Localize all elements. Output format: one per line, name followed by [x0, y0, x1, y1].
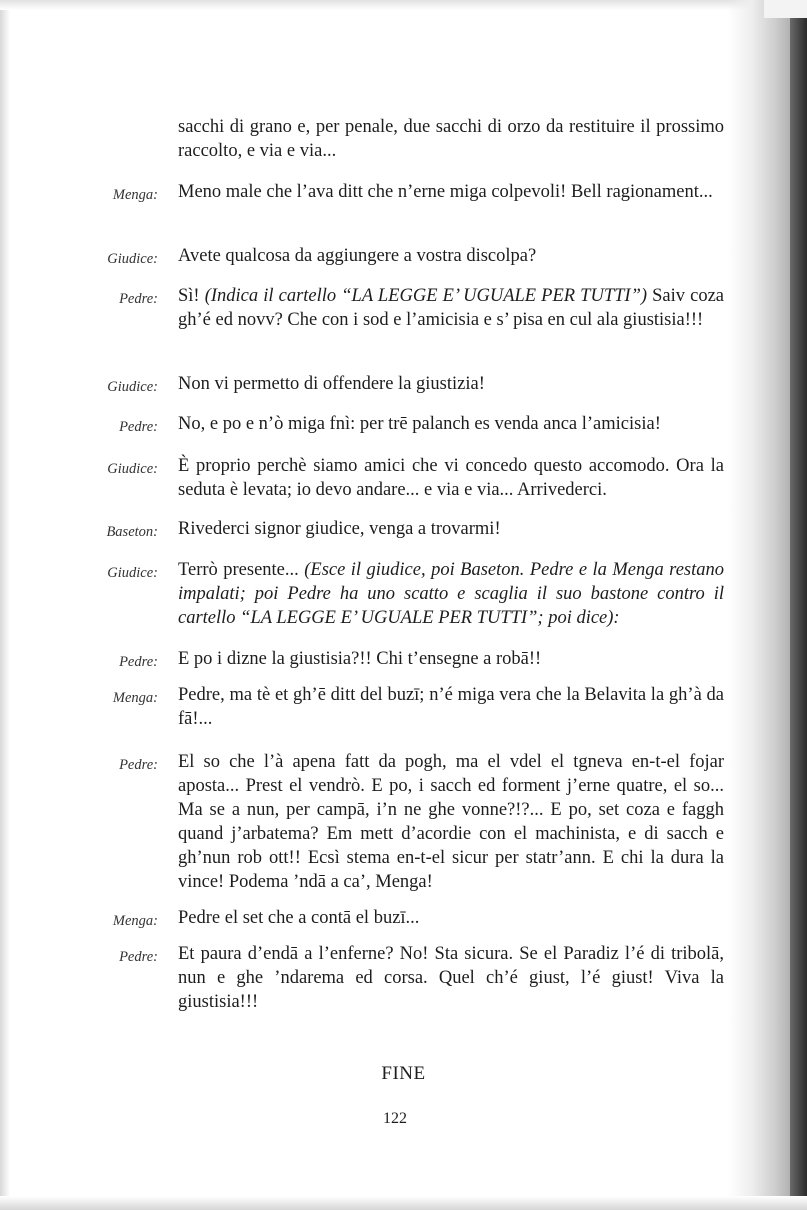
speaker-name: Menga:	[112, 913, 158, 929]
speech-text	[178, 517, 724, 541]
spoken-text: No, e po e n’ò miga fnì: per trē palanch es venda anca l’amicisia!	[178, 414, 661, 434]
spoken-text: Meno male che l’ava ditt che n’erne miga colpevoli! Bell ragionament...	[178, 182, 713, 202]
spoken-text: Non vi permetto di offendere la giustizia!	[178, 374, 485, 394]
spoken-text: Et paura d’endā a l’enferne? No! Sta sicura. Se el Paradiz l’é di tribolā, nun e ghe ’ndarema ed corsa. Quel ch’é giust, l’é giust! Viva la giustisia!!!	[178, 944, 724, 1012]
spoken-text: Rivederci signor giudice, venga a trovarmi!	[178, 519, 501, 539]
page-top-edge	[0, 0, 807, 10]
speech-text	[178, 683, 724, 731]
speech-text	[178, 454, 724, 502]
speech-text	[178, 372, 724, 396]
speaker-name: Pedre:	[119, 654, 158, 670]
speaker-name: Pedre:	[119, 757, 158, 773]
speaker-name: Giudice:	[107, 251, 158, 267]
spoken-text: Terrò presente...	[178, 560, 305, 580]
speech-text	[178, 180, 724, 204]
speech-text	[178, 284, 724, 332]
speech-text	[178, 244, 724, 268]
speech-text	[178, 412, 724, 436]
speaker-name: Pedre:	[119, 949, 158, 965]
spoken-text: Avete qualcosa da aggiungere a vostra discolpa?	[178, 246, 537, 266]
speech-text	[178, 906, 724, 930]
spoken-text: sacchi di grano e, per penale, due sacchi di orzo da restituire il prossimo raccolto, e via e via...	[178, 117, 724, 161]
book-spine	[790, 0, 807, 1210]
page-bottom-edge	[0, 1196, 807, 1210]
speech-text	[178, 750, 724, 894]
stage-direction: (Indica il cartello “LA LEGGE E’ UGUALE PER TUTTI”)	[204, 286, 648, 306]
spoken-text: È proprio perchè siamo amici che vi concedo questo accomodo. Ora la seduta è levata; io devo andare... e via e via... Arrivederci.	[178, 456, 724, 500]
speech-text	[178, 647, 724, 671]
speaker-name: Pedre:	[119, 291, 158, 307]
speaker-name: Menga:	[112, 187, 158, 203]
spine-top-corner	[764, 0, 807, 18]
speech-text	[178, 115, 724, 163]
spoken-text: Saiv coza gh’é ed novv? Che con i sod e l’amicisia e s’ pisa en cul ala giustisia!!!	[178, 286, 724, 330]
page-number: 122	[383, 1110, 407, 1127]
spoken-text: Pedre, ma tè et gh’ē ditt del buzī; n’é miga vera che la Belavita la gh’à da fā!...	[178, 685, 724, 729]
page-left-edge	[0, 0, 10, 1210]
speaker-name: Baseton:	[106, 524, 158, 540]
speech-text	[178, 558, 724, 630]
spoken-text: E po i dizne la giustisia?!! Chi t’ensegne a robā!!	[178, 649, 542, 669]
stage-direction: (Esce il giudice, poi Baseton. Pedre e la Menga restano impalati; poi Pedre ha uno scatto e scaglia il suo bastone contro il cartello “LA LEGGE E’ UGUALE PER TUTTI”; poi dice):	[178, 560, 724, 628]
spoken-text: El so che l’à apena fatt da pogh, ma el vdel el tgneva en-t-el fojar aposta... Prest el vendrò. E po, i sacch ed forment j’erne quatre, el so... Ma se a nun, per campā, i’n ne ghe vonne?!?... E po, set coza e faggh quand j’arbatema? Em mett d’acordie con el machinista, e di sacch e gh’nun rob ott!! Ecsì stema en-t-el sicur per statr’ann. E chi la dura la vince! Podema ’ndā a ca’, Menga!	[178, 752, 724, 892]
speaker-name: Giudice:	[107, 565, 158, 581]
speaker-name: Giudice:	[107, 461, 158, 477]
spoken-text: Pedre el set che a contā el buzī...	[178, 908, 420, 928]
speech-text	[178, 942, 724, 1014]
speaker-name: Menga:	[112, 690, 158, 706]
speaker-name: Pedre:	[119, 419, 158, 435]
end-marker: FINE	[381, 1063, 426, 1084]
spoken-text: Sì!	[178, 286, 205, 306]
speaker-name: Giudice:	[107, 379, 158, 395]
